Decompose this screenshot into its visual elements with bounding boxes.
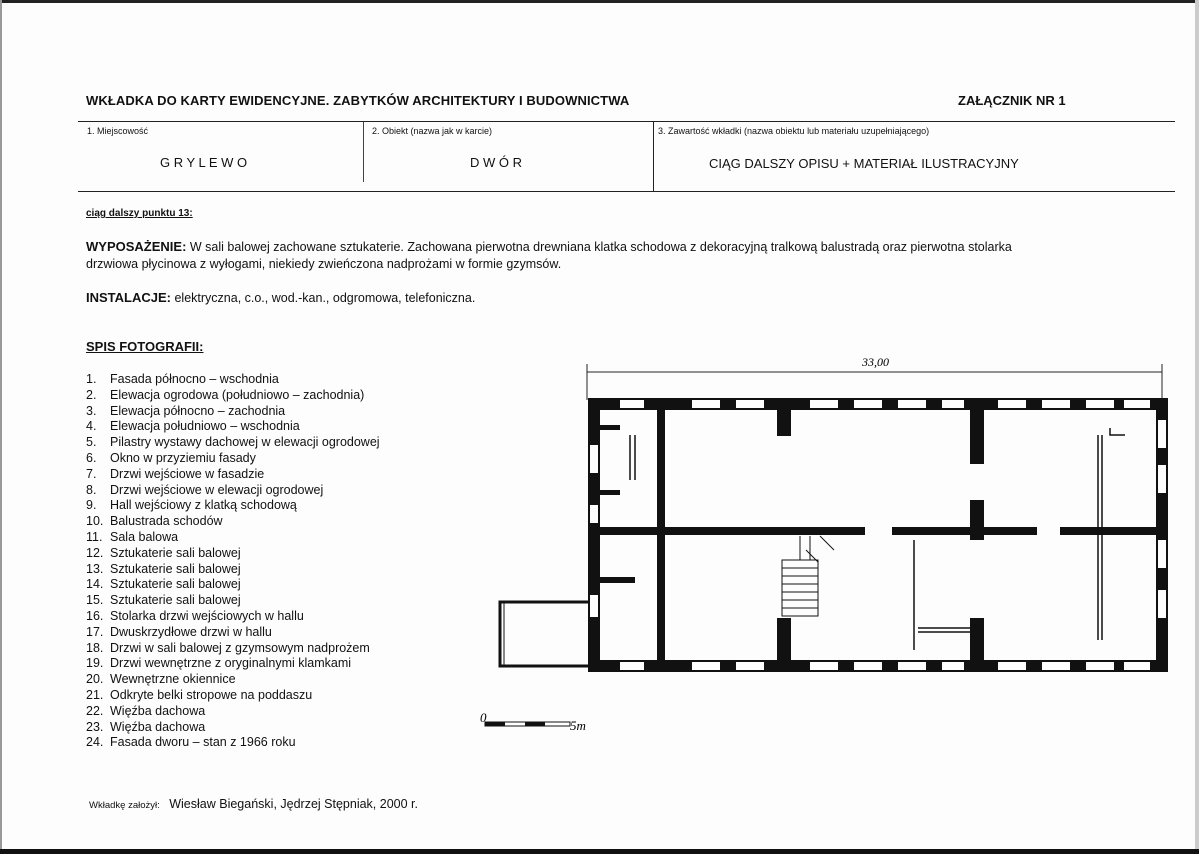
dimension-label: 33,00: [862, 355, 889, 369]
photo-list-item-text: Stolarka drzwi wejściowych w hallu: [110, 608, 304, 623]
scale-bar: [485, 722, 570, 726]
equipment-heading: WYPOSAŻENIE:: [86, 239, 187, 254]
photo-list-item-number: 13.: [86, 561, 104, 576]
photo-list-item: [86, 720, 380, 736]
photo-list-item-number: 11.: [86, 529, 103, 544]
photo-list-item: [86, 735, 380, 751]
photo-list-item: [86, 530, 380, 546]
photo-list-item-text: Sztukaterie sali balowej: [110, 561, 241, 576]
object-label: 2. Obiekt (nazwa jak w karcie): [372, 126, 493, 136]
photo-list-item-text: Więźba dachowa: [110, 719, 206, 734]
photo-list-item: [86, 467, 380, 483]
photo-list-item-number: 14.: [86, 577, 104, 592]
photo-list-item-number: 24.: [86, 735, 104, 750]
form-rule-top: [78, 121, 1175, 122]
photo-list-item-text: Sztukaterie sali balowej: [110, 593, 241, 608]
annex-number: ZAŁĄCZNIK NR 1: [958, 93, 1066, 108]
form-rule-bottom: [78, 191, 1175, 192]
photo-list-item-text: Sztukaterie sali balowej: [110, 577, 241, 592]
photo-list-item-number: 20.: [86, 672, 104, 687]
photo-list-item: [86, 451, 380, 467]
photo-list-item: [86, 388, 380, 404]
installations-paragraph: [86, 289, 475, 307]
photo-list-item-text: Drzwi wejściowe w elewacji ogrodowej: [110, 482, 324, 497]
photo-list-item-number: 18.: [86, 640, 104, 655]
main-block-walls: [588, 398, 1168, 672]
photo-list-item-text: Odkryte belki stropowe na poddaszu: [110, 687, 313, 702]
partitions: [630, 428, 1125, 650]
locality-label: 1. Miejscowość: [87, 126, 149, 136]
equipment-text-line1: W sali balowej zachowane sztukaterie. Zachowana pierwotna drewniana klatka schodowa z dekoracyjną tralkową balustradą oraz pierwotna stolarka: [189, 240, 1012, 254]
photo-list-item-text: Hall wejściowy z klatką schodową: [110, 498, 297, 513]
photo-list-item: [86, 372, 380, 388]
photo-list-item-number: 7.: [86, 466, 97, 481]
locality-value: G R Y L E W O: [160, 155, 248, 170]
installations-heading: INSTALACJE:: [86, 290, 171, 305]
photo-list-heading: SPIS FOTOGRAFII:: [86, 339, 204, 354]
photo-list-item-text: Balustrada schodów: [110, 514, 223, 529]
photo-list-item: [86, 514, 380, 530]
photo-list-item-number: 2.: [86, 387, 97, 402]
photo-list-item: [86, 577, 380, 593]
photo-list-item: [86, 704, 380, 720]
photo-list-item-text: Dwuskrzydłowe drzwi w hallu: [110, 624, 272, 639]
photo-list-item-number: 8.: [86, 482, 97, 497]
photo-list-item: [86, 641, 380, 657]
photo-list-item-number: 17.: [86, 624, 104, 639]
photo-list-item-number: 5.: [86, 435, 97, 450]
photo-list-item: [86, 435, 380, 451]
photo-list-item-text: Wewnętrzne okiennice: [110, 672, 236, 687]
equipment-paragraph: [86, 238, 1176, 273]
dimension-line: [587, 364, 1162, 400]
photo-list-item-text: Drzwi wewnętrzne z oryginalnymi klamkami: [110, 656, 352, 671]
photo-list-item: [86, 625, 380, 641]
scale-end-label: 5m: [570, 718, 586, 733]
photo-list-item: [86, 419, 380, 435]
photo-list-item-text: Elewacja ogrodowa (południowo – zachodnia): [110, 387, 365, 402]
photo-list-item-text: Drzwi wejściowe w fasadzie: [110, 466, 265, 481]
form-divider-2: [653, 122, 654, 191]
scale-start-label: 0: [480, 710, 487, 725]
scan-edge-top: [0, 0, 1199, 3]
photo-list-item-text: Fasada północno – wschodnia: [110, 372, 279, 386]
photo-list-item: [86, 688, 380, 704]
photo-list-item: [86, 546, 380, 562]
photo-list-item: [86, 656, 380, 672]
photo-list-item-number: 10.: [86, 514, 104, 529]
photo-list-item-number: 9.: [86, 498, 97, 513]
photo-list-item: [86, 593, 380, 609]
photo-list-item-number: 1.: [86, 372, 97, 386]
photo-list-item: [86, 404, 380, 420]
photo-list-item-text: Sztukaterie sali balowej: [110, 545, 241, 560]
photo-list-item: [86, 483, 380, 499]
footer-label: Wkładkę założył:: [89, 800, 160, 811]
photo-list-item-number: 21.: [86, 687, 104, 702]
installations-text: elektryczna, c.o., wod.-kan., odgromowa, telefoniczna.: [174, 291, 476, 305]
photo-list-item-number: 6.: [86, 450, 97, 465]
content-value: CIĄG DALSZY OPISU + MATERIAŁ ILUSTRACYJNY: [709, 156, 1019, 171]
photo-list-item-text: Więźba dachowa: [110, 703, 206, 718]
content-label: 3. Zawartość wkładki (nazwa obiektu lub materiału uzupełniającego): [658, 126, 930, 136]
floor-plan-drawing: [470, 350, 1190, 750]
photo-list-item: [86, 498, 380, 514]
scan-edge-right: [1195, 0, 1199, 854]
equipment-text-line2: drzwiowa płycinowa z wyłogami, niekiedy zwieńczona nadprożami w formie gzymsów.: [86, 257, 562, 271]
photo-list-item: [86, 672, 380, 688]
scan-edge-bottom: [0, 849, 1199, 854]
photo-list-item-text: Drzwi w sali balowej z gzymsowym nadprożem: [110, 640, 370, 655]
photo-list-item-number: 15.: [86, 593, 104, 608]
photo-list-item-number: 23.: [86, 719, 104, 734]
photo-list-item-number: 4.: [86, 419, 97, 434]
photo-list-item-text: Elewacja północno – zachodnia: [110, 403, 286, 418]
photo-list-item-number: 3.: [86, 403, 97, 418]
scan-edge-left: [0, 0, 2, 854]
photo-list-item-number: 16.: [86, 608, 104, 623]
photo-list-item-text: Fasada dworu – stan z 1966 roku: [110, 735, 296, 750]
photo-list-item-text: Elewacja południowo – wschodnia: [110, 419, 300, 434]
footer: [89, 797, 418, 811]
photo-list-item-text: Sala balowa: [110, 529, 179, 544]
photo-list-item: [86, 562, 380, 578]
photo-list-item-text: Okno w przyziemiu fasady: [110, 450, 256, 465]
side-wing: [500, 602, 588, 666]
photo-list: [86, 372, 380, 751]
photo-list-item-number: 22.: [86, 703, 104, 718]
photo-list-item-text: Pilastry wystawy dachowej w elewacji ogrodowej: [110, 435, 380, 450]
form-divider-1: [363, 122, 364, 182]
footer-authors: Wiesław Biegański, Jędrzej Stępniak, 2000 r.: [169, 797, 418, 811]
continuation-note: ciąg dalszy punktu 13:: [86, 208, 193, 219]
document-title: WKŁADKA DO KARTY EWIDENCYJNE. ZABYTKÓW ARCHITEKTURY I BUDOWNICTWA: [86, 93, 630, 108]
photo-list-item-number: 12.: [86, 545, 104, 560]
object-value: D W Ó R: [470, 155, 522, 170]
photo-list-item-number: 19.: [86, 656, 104, 671]
staircase: [782, 536, 834, 616]
photo-list-item: [86, 609, 380, 625]
